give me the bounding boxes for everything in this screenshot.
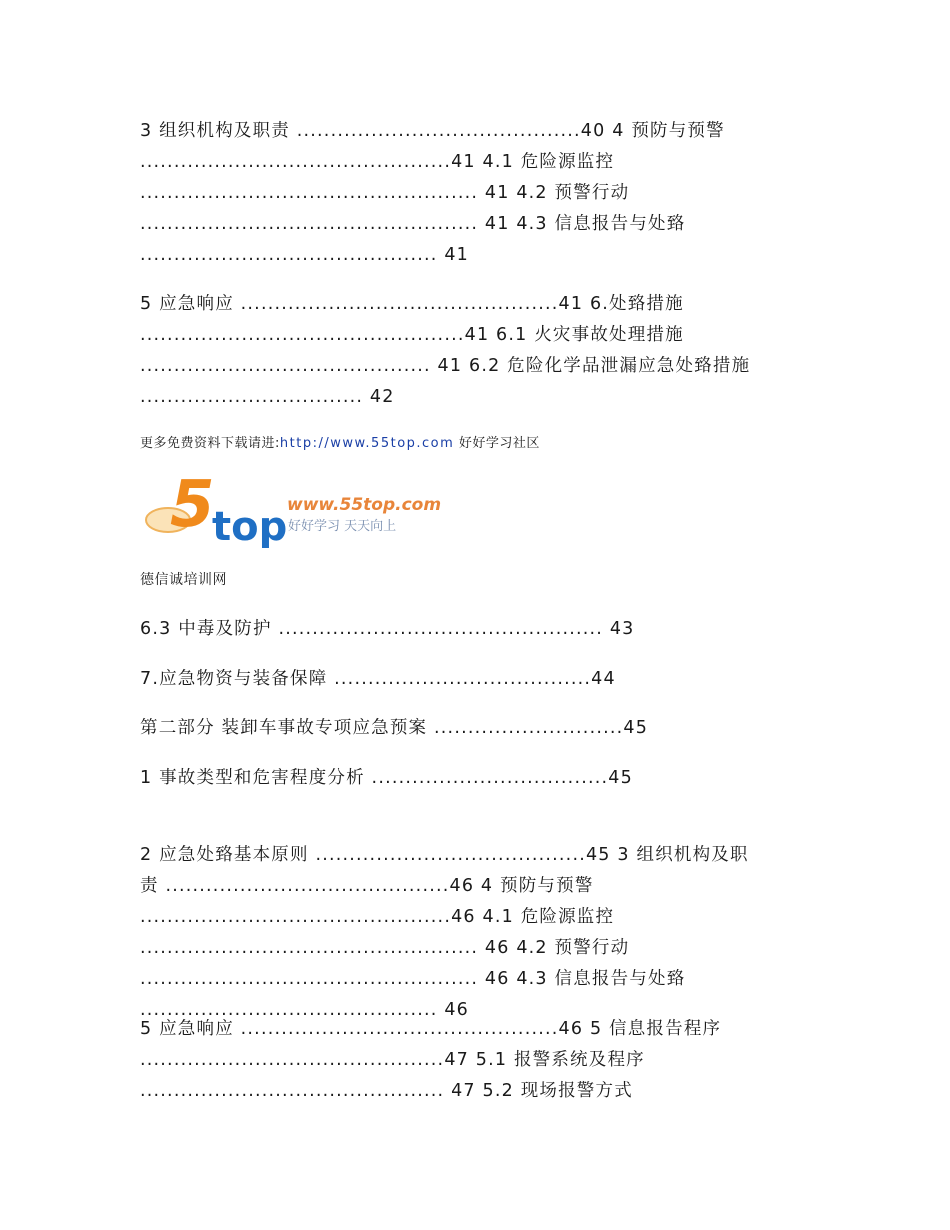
promo-prefix: 更多免费资料下载请进: <box>140 436 280 451</box>
toc-block <box>140 289 810 413</box>
logo-five: 5 <box>170 468 215 542</box>
download-promo-line <box>140 432 540 451</box>
toc-entry: 1 事故类型和危害程度分析 ...................................45 <box>140 768 633 788</box>
logo-url: www.55top.com <box>287 495 442 515</box>
toc-entry-group: 3 组织机构及职责 ..........................................40 4 预防与预警 ..............................................41 4.1 危险源监控 .................................................. 41 4.2 预警行动 .................................................. 41 4.3 信息报告与处臵 ............................................ 41 <box>140 121 725 265</box>
toc-block <box>140 840 810 1026</box>
toc-entry-group: 5 应急响应 ...............................................41 6.处臵措施 ................................................41 6.1 火灾事故处理措施 ........................................... 41 6.2 危险化学品泄漏应急处臵措施 ................................. 42 <box>140 294 751 407</box>
logo-top-word: top <box>212 504 288 548</box>
55top-logo <box>140 468 455 548</box>
toc-entry-group: 5 应急响应 ...............................................46 5 信息报告程序 .............................................47 5.1 报警系统及程序 ............................................. 47 5.2 现场报警方式 <box>140 1019 722 1101</box>
logo-slogan: 好好学习 天天向上 <box>288 519 397 534</box>
toc-block <box>140 1014 810 1107</box>
toc-entry-group: 2 应急处臵基本原则 ........................................45 3 组织机构及职 责 ..........................................46 4 预防与预警 ..............................................46 4.1 危险源监控 .................................................. 46 4.2 预警行动 .................................................. 46 4.3 信息报告与处臵 ............................................ 46 <box>140 845 749 1020</box>
promo-suffix: 好好学习社区 <box>454 436 540 451</box>
site-name: 德信诚培训网 <box>140 572 227 588</box>
toc-entry: 7.应急物资与装备保障 ......................................44 <box>140 669 616 689</box>
toc-entry: 第二部分 装卸车事故专项应急预案 ............................45 <box>140 718 649 738</box>
toc-entry: 6.3 中毒及防护 ................................................ 43 <box>140 619 635 639</box>
toc-block <box>140 116 810 271</box>
promo-url-link[interactable]: http://www.55top.com <box>279 436 455 451</box>
